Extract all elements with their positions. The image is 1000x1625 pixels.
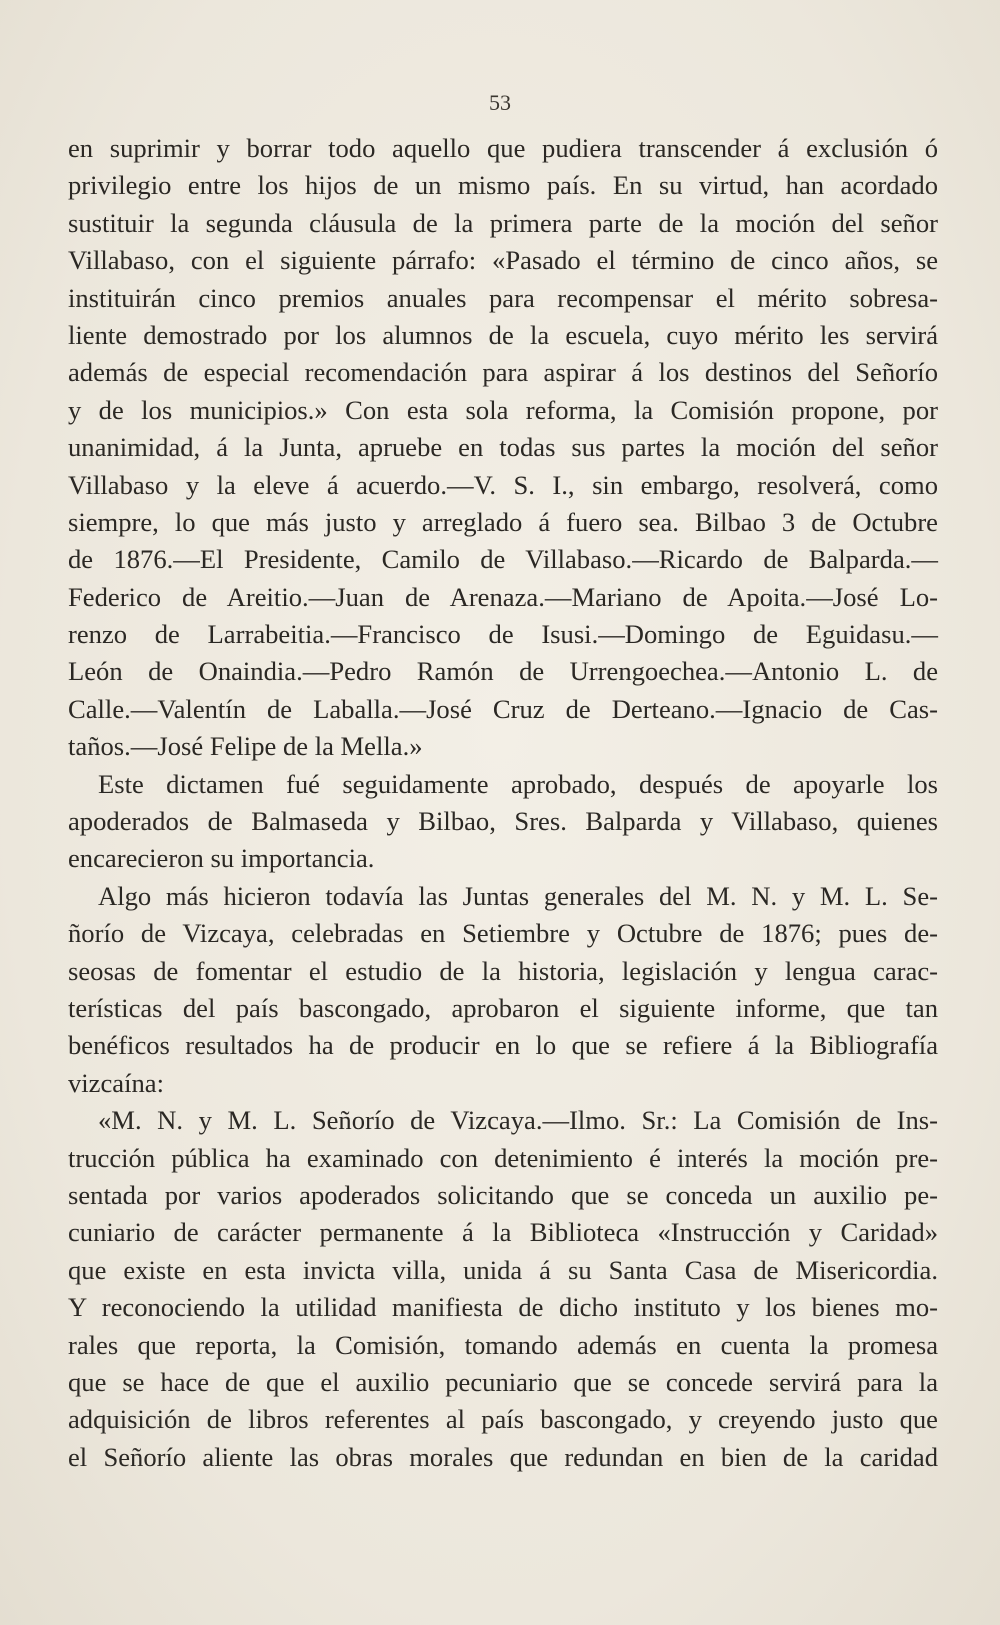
text-line: Algo más hicieron todavía las Juntas generales del M. N. y M. L. Se- (98, 880, 938, 911)
text-line: privilegio entre los hijos de un mismo país. En su virtud, han acordado (68, 170, 938, 201)
text-line: rales que reporta, la Comisión, tomando además en cuenta la promesa (68, 1329, 938, 1360)
text-line: el Señorío aliente las obras morales que redundan en bien de la caridad (68, 1441, 938, 1472)
text-line: en suprimir y borrar todo aquello que pudiera transcender á exclusión ó (68, 133, 938, 163)
text-line: encarecieron su importancia. (68, 843, 375, 874)
text-line: que existe en esta invicta villa, unida á su Santa Casa de Misericordia. (68, 1254, 938, 1285)
text-line: «M. N. y M. L. Señorío de Vizcaya.—Ilmo. Sr.: La Comisión de Ins- (98, 1105, 938, 1136)
text-line: Este dictamen fué seguidamente aprobado, después de apoyarle los (98, 768, 938, 799)
text-line: Calle.—Valentín de Laballa.—José Cruz de Derteano.—Ignacio de Cas- (68, 693, 938, 724)
text-line: sustituir la segunda cláusula de la primera parte de la moción del señor (68, 207, 938, 238)
text-line: además de especial recomendación para aspirar á los destinos del Señorío (68, 357, 938, 388)
body-text (68, 130, 938, 1476)
text-line: seosas de fomentar el estudio de la historia, legislación y lengua carac- (68, 955, 938, 986)
text-line: cuniario de carácter permanente á la Biblioteca «Instrucción y Caridad» (68, 1217, 938, 1248)
text-line: liente demostrado por los alumnos de la escuela, cuyo mérito les servirá (68, 319, 938, 350)
text-line: renzo de Larrabeitia.—Francisco de Isusi.—Domingo de Eguidasu.— (68, 619, 938, 650)
text-line: Villabaso y la eleve á acuerdo.—V. S. I., sin embargo, resolverá, como (68, 469, 938, 500)
text-line: León de Onaindia.—Pedro Ramón de Urrengoechea.—Antonio L. de (68, 656, 938, 687)
text-line: siempre, lo que más justo y arreglado á fuero sea. Bilbao 3 de Octubre (68, 506, 938, 537)
text-line: apoderados de Balmaseda y Bilbao, Sres. Balparda y Villabaso, quienes (68, 806, 938, 837)
text-line: Villabaso, con el siguiente párrafo: «Pasado el término de cinco años, se (68, 245, 938, 276)
text-line: instituirán cinco premios anuales para recompensar el mérito sobresa- (68, 282, 938, 313)
text-line: y de los municipios.» Con esta sola reforma, la Comisión propone, por (68, 394, 938, 425)
text-line: terísticas del país bascongado, aprobaron el siguiente informe, que tan (68, 992, 938, 1023)
text-line: vizcaína: (68, 1067, 164, 1098)
text-line: de 1876.—El Presidente, Camilo de Villabaso.—Ricardo de Balparda.— (68, 544, 938, 575)
text-line: sentada por varios apoderados solicitando que se conceda un auxilio pe- (68, 1179, 938, 1210)
page-number: 53 (489, 90, 511, 115)
text-line: que se hace de que el auxilio pecuniario que se concede servirá para la (68, 1366, 938, 1397)
text-line: unanimidad, á la Junta, apruebe en todas sus partes la moción del señor (68, 432, 938, 463)
text-line: Federico de Areitio.—Juan de Arenaza.—Mariano de Apoita.—José Lo- (68, 581, 938, 612)
text-line: taños.—José Felipe de la Mella.» (68, 731, 423, 762)
text-line: trucción pública ha examinado con detenimiento é interés la moción pre- (68, 1142, 938, 1173)
text-line: Y reconociendo la utilidad manifiesta de dicho instituto y los bienes mo- (68, 1292, 938, 1323)
text-line: adquisición de libros referentes al país bascongado, y creyendo justo que (68, 1404, 938, 1435)
text-line: ñorío de Vizcaya, celebradas en Setiembre y Octubre de 1876; pues de- (68, 918, 938, 949)
text-line: benéficos resultados ha de producir en lo que se refiere á la Bibliografía (68, 1030, 938, 1061)
